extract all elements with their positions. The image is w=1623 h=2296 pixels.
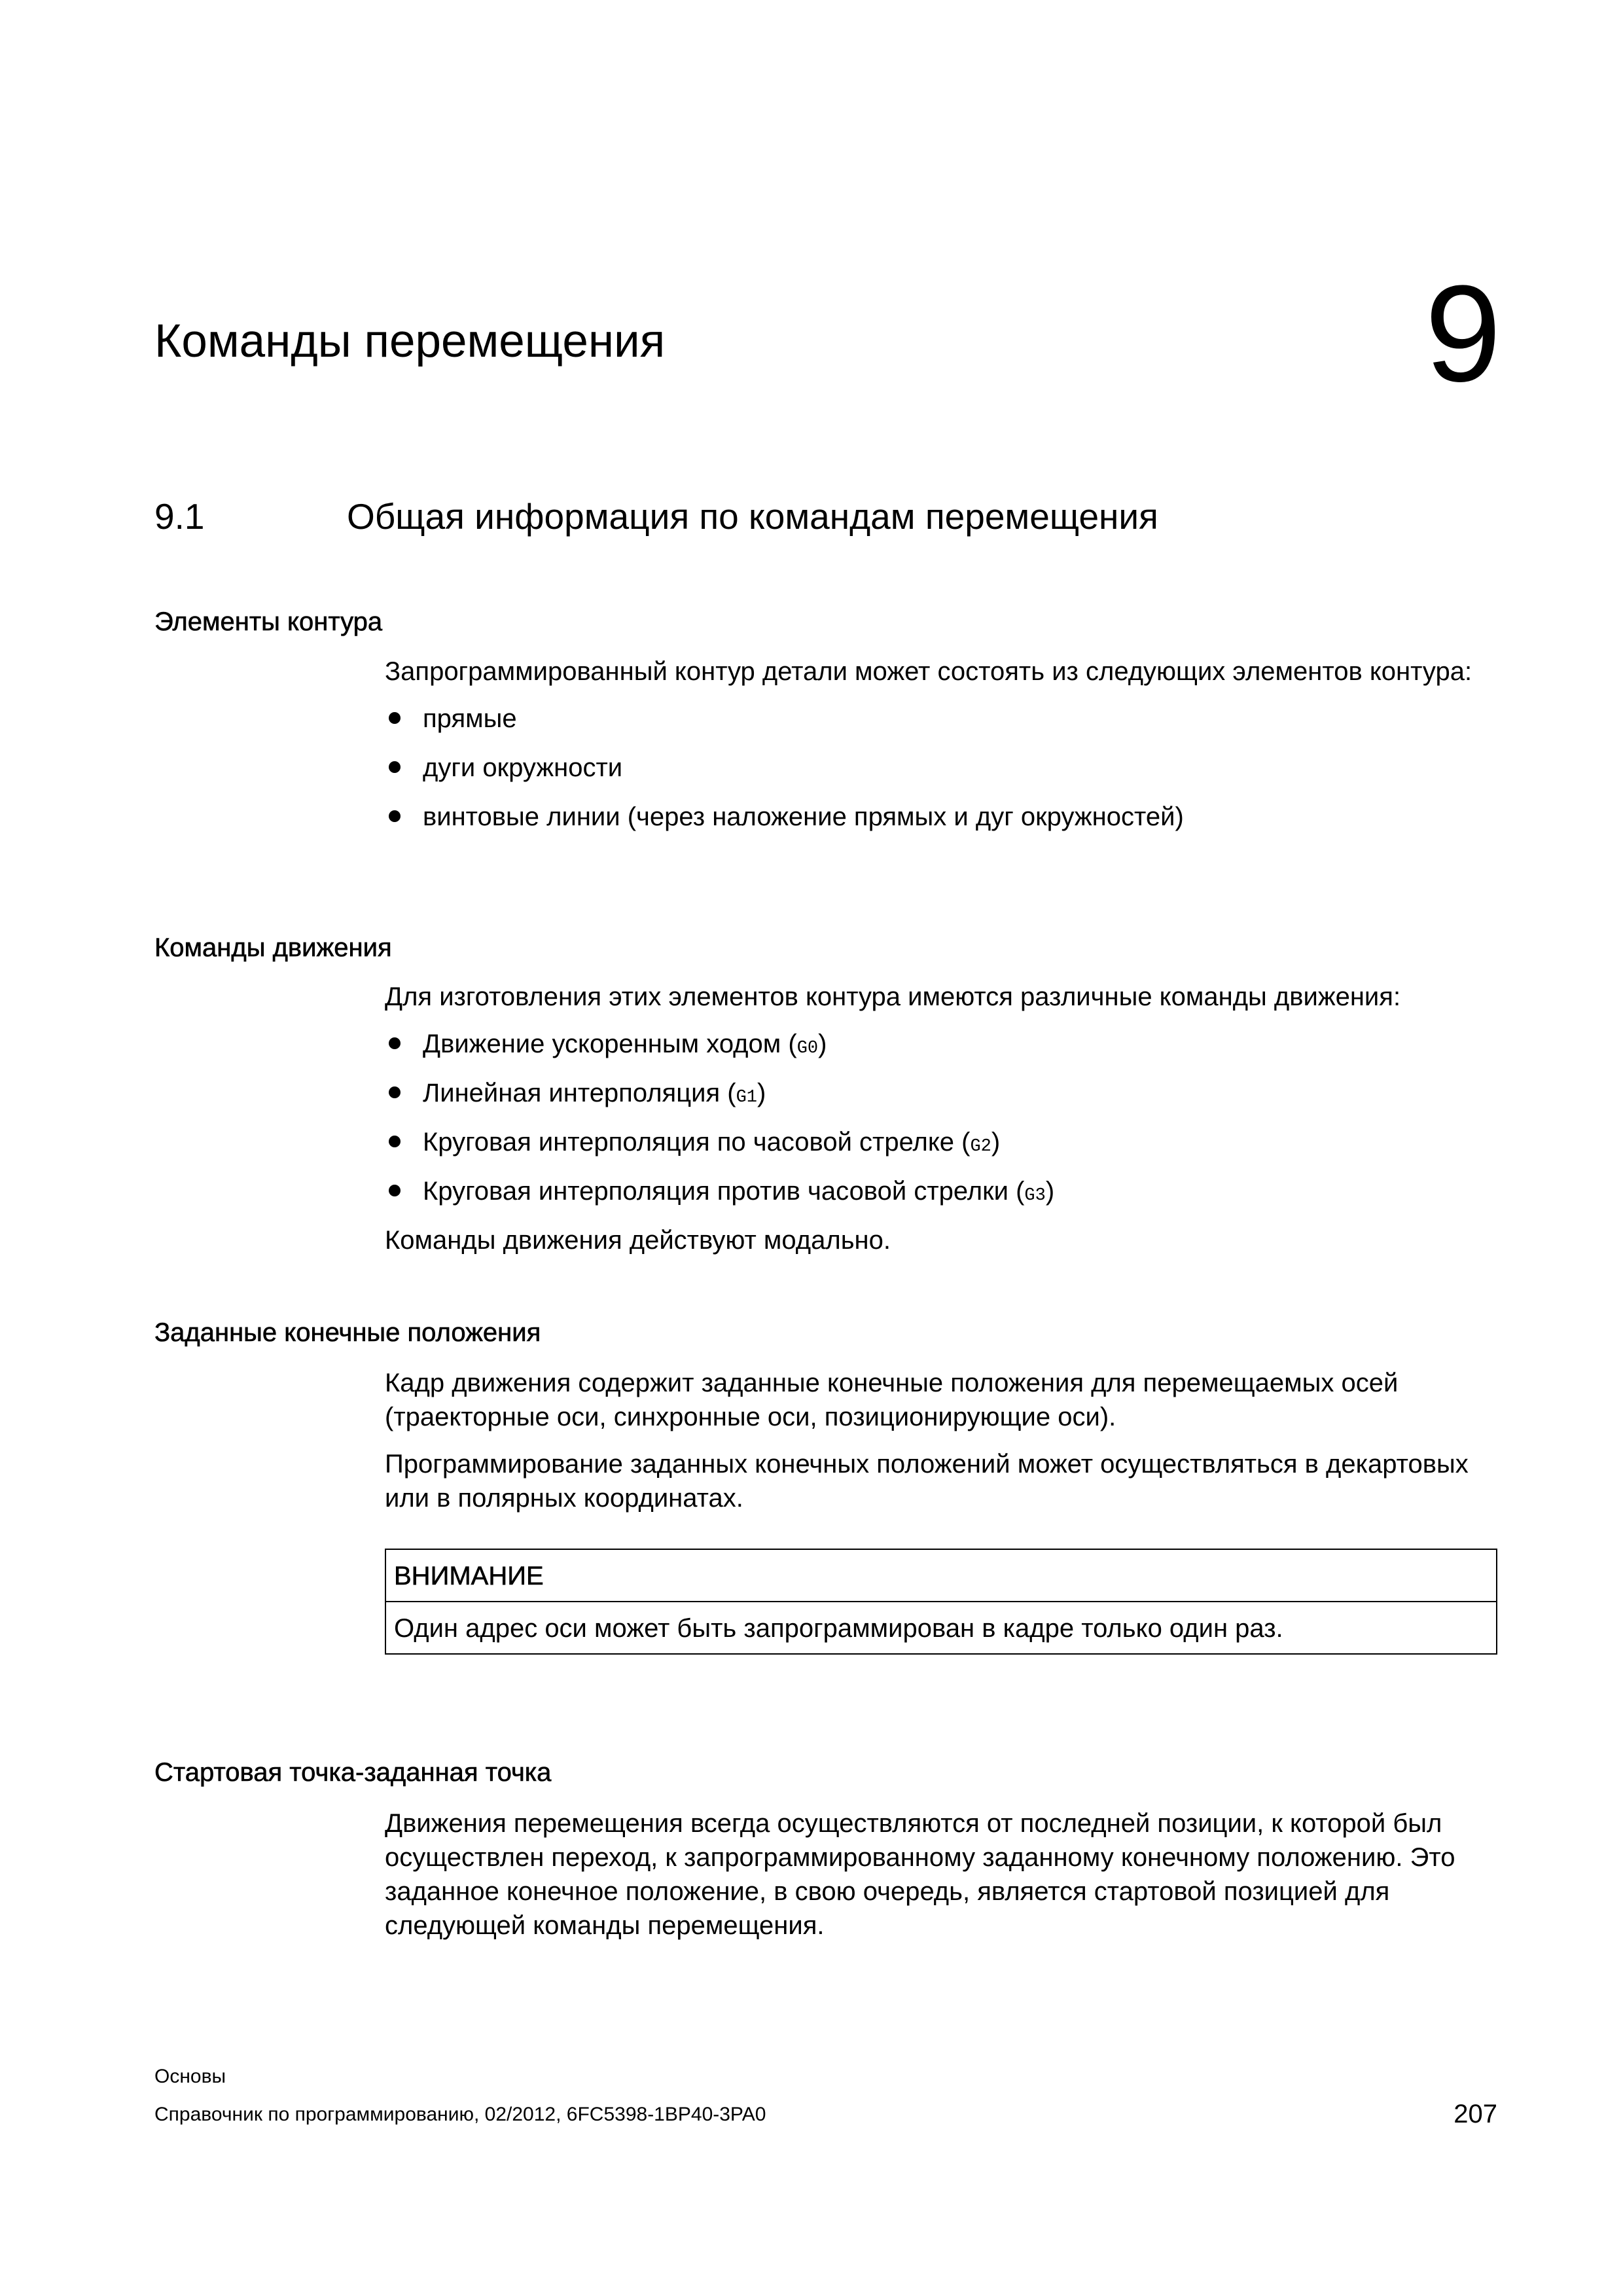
motion-commands-block	[385, 980, 1497, 1257]
footer-line-2: Справочник по программированию, 02/2012, 6FC5398-1BP40-3PA0	[154, 2104, 766, 2125]
notice-text: Один адрес оси может быть запрограммирован в кадре только один раз.	[394, 1614, 1283, 1643]
page-number: 207	[1454, 2100, 1497, 2128]
gcode: G3	[1024, 1186, 1046, 1206]
gcode: G0	[796, 1039, 819, 1058]
bullet-icon	[389, 1136, 401, 1147]
chapter-number: 9	[1425, 257, 1501, 410]
end-positions-block	[385, 1366, 1497, 1515]
gcode: G1	[736, 1088, 757, 1107]
gcode: G2	[970, 1137, 991, 1157]
list-item: Круговая интерполяция по часовой стрелке (G2)	[385, 1125, 1497, 1174]
bullet-icon	[389, 1086, 401, 1098]
section-number: 9.1	[154, 496, 205, 537]
motion-commands-intro: Для изготовления этих элементов контура имеются различные команды движения:	[385, 982, 1401, 1011]
bullet-icon	[389, 1037, 401, 1049]
chapter-title: Команды перемещения	[154, 315, 666, 367]
start-point-block	[385, 1806, 1497, 1943]
start-point-p1: Движения перемещения всегда осуществляются от последней позиции, к которой был осуществлен переход, к запрограммированному заданному конечному положению. Это заданное конечное положение, в свою очередь, является стартовой позицией для следующей команды перемещения.	[385, 1809, 1455, 1940]
bullet-icon	[389, 1185, 401, 1196]
list-item: Круговая интерполяция против часовой стрелки (G3)	[385, 1174, 1497, 1223]
bullet-icon	[389, 712, 401, 724]
motion-commands-list	[385, 1027, 1497, 1223]
list-item: дуги окружности	[385, 751, 1497, 800]
section-title: Общая информация по командам перемещения	[347, 496, 1158, 537]
list-item: Линейная интерполяция (G1)	[385, 1076, 1497, 1125]
heading-contour-elements: Элементы контура	[154, 607, 383, 636]
list-item: прямые	[385, 702, 1497, 751]
end-positions-p2: Программирование заданных конечных положений может осуществляться в декартовых или в полярных координатах.	[385, 1450, 1469, 1513]
heading-end-positions: Заданные конечные положения	[154, 1318, 541, 1347]
bullet-icon	[389, 761, 401, 773]
bullet-icon	[389, 810, 401, 822]
footer-line-1: Основы	[154, 2066, 226, 2087]
contour-elements-intro: Запрограммированный контур детали может состоять из следующих элементов контура:	[385, 657, 1472, 686]
notice-box	[385, 1549, 1497, 1655]
notice-label: ВНИМАНИЕ	[386, 1550, 1496, 1602]
end-positions-p1: Кадр движения содержит заданные конечные положения для перемещаемых осей (траекторные оси, синхронные оси, позиционирующие оси).	[385, 1369, 1399, 1431]
heading-motion-commands: Команды движения	[154, 933, 392, 962]
list-item: Движение ускоренным ходом (G0)	[385, 1027, 1497, 1076]
contour-elements-list	[385, 702, 1497, 849]
motion-commands-outro: Команды движения действуют модально.	[385, 1226, 891, 1255]
heading-start-point: Стартовая точка-заданная точка	[154, 1758, 552, 1787]
contour-elements-block	[385, 655, 1497, 849]
list-item: винтовые линии (через наложение прямых и дуг окружностей)	[385, 800, 1497, 849]
